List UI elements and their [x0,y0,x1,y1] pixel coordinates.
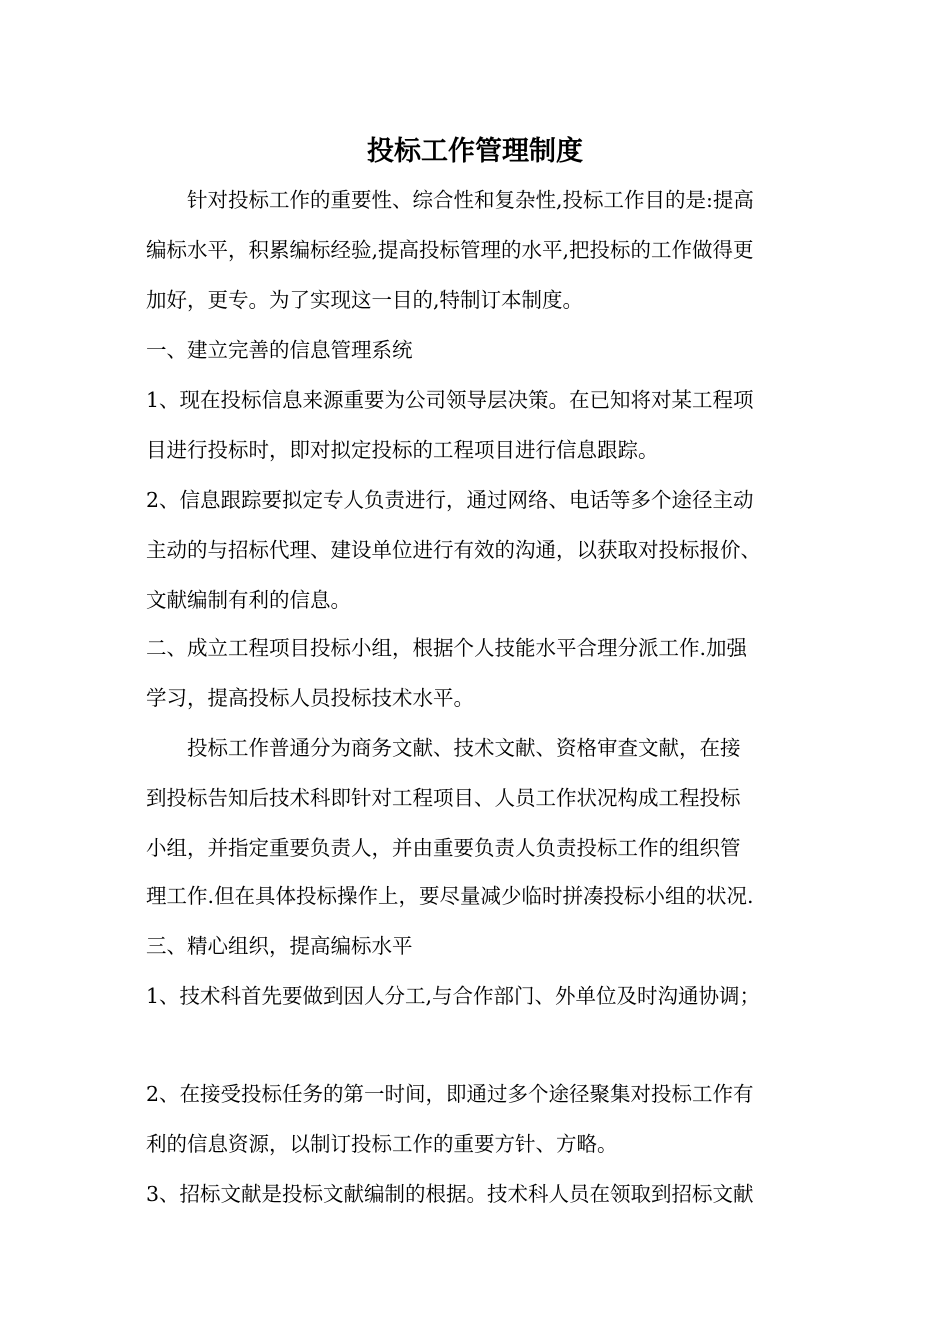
paragraph-line: 利的信息资源，以制订投标工作的重要方针、方略。 [146,1132,618,1156]
paragraph-line: 文献编制有利的信息。 [146,588,351,612]
paragraph-line: 编标水平，积累编标经验,提高投标管理的水平,把投标的工作做得更 [146,238,754,262]
paragraph-line: 1、现在投标信息来源重要为公司领导层决策。在已知将对某工程项 [146,388,754,412]
paragraph-line: 学习，提高投标人员投标技术水平。 [146,686,474,710]
paragraph-line: 主动的与招标代理、建设单位进行有效的沟通，以获取对投标报价、 [146,538,761,562]
paragraph-line: 理工作.但在具体投标操作上，要尽量减少临时拼凑投标小组的状况. [146,884,754,908]
paragraph-line: 2、信息跟踪要拟定专人负责进行，通过网络、电话等多个途径主动 [146,488,754,512]
paragraph-line: 1、技术科首先要做到因人分工,与合作部门、外单位及时沟通协调； [146,984,761,1008]
paragraph-line: 3、招标文献是投标文献编制的根据。技术科人员在领取到招标文献 [146,1182,754,1206]
section-heading: 二、成立工程项目投标小组，根据个人技能水平合理分派工作.加强 [146,636,748,660]
paragraph-line: 2、在接受投标任务的第一时间，即通过多个途径聚集对投标工作有 [146,1082,754,1106]
paragraph-line: 到投标告知后技术科即针对工程项目、人员工作状况构成工程投标 [146,786,741,810]
section-heading: 三、精心组织，提高编标水平 [146,934,413,958]
paragraph-line: 加好，更专。为了实现这一目的,特制订本制度。 [146,288,584,312]
document-title: 投标工作管理制度 [367,136,583,167]
paragraph-line: 小组，并指定重要负责人，并由重要负责人负责投标工作的组织管 [146,836,741,860]
paragraph-line: 投标工作普通分为商务文献、技术文献、资格审查文献，在接 [187,736,741,760]
paragraph-line: 目进行投标时，即对拟定投标的工程项目进行信息跟踪。 [146,438,659,462]
paragraph-line: 针对投标工作的重要性、综合性和复杂性,投标工作目的是:提高 [187,188,754,212]
section-heading: 一、建立完善的信息管理系统 [146,338,413,362]
